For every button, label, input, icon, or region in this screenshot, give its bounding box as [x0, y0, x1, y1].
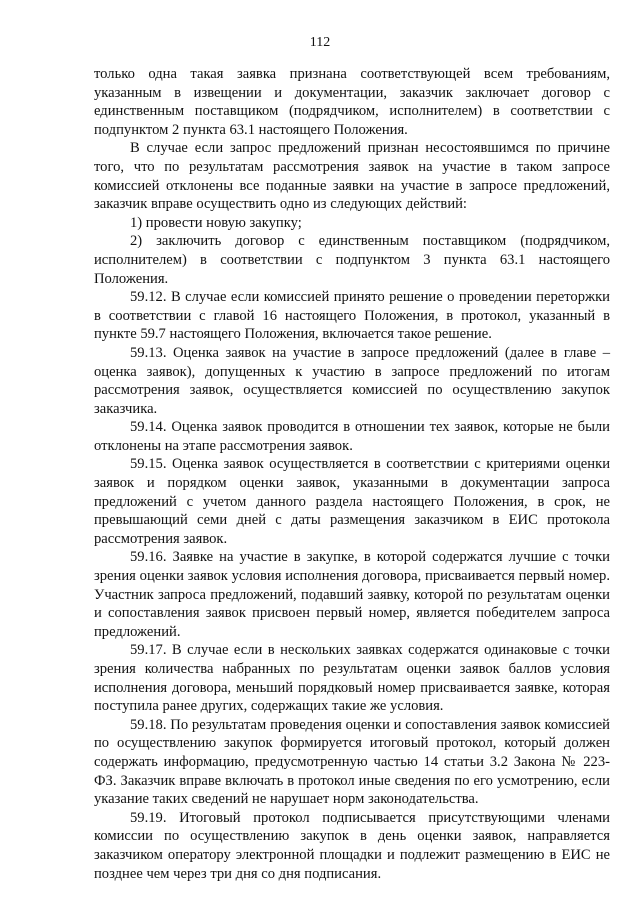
paragraph: В случае если запрос предложений признан несостоявшимся по причине того, что по результатам рассмотрения заявок на участие в таком запросе комиссией отклонены все поданные заявки на участие в запросе предложений, заказчик вправе осуществить одно из следующих действий: [94, 140, 610, 213]
paragraph: 1) провести новую закупку; [130, 214, 302, 231]
paragraph: 59.14. Оценка заявок проводится в отношении тех заявок, которые не были отклонены на этапе рассмотрения заявок. [94, 419, 610, 454]
paragraph: только одна такая заявка признана соответствующей всем требованиям, указанным в извещении и документации, заказчик заключает договор с единственным поставщиком (подрядчиком, исполнителем) в соответствии с подпунктом 2 пункта 63.1 настоящего Положения. [94, 66, 610, 138]
paragraph: 59.17. В случае если в нескольких заявках содержатся одинаковые с точки зрения количества набранных по результатам оценки заявок баллов условия исполнения договора, меньший порядковый номер присваивается заявке, которая поступила ранее других, содержащих такие же условия. [94, 642, 610, 715]
paragraph: 59.15. Оценка заявок осуществляется в соответствии с критериями оценки заявок и порядком оценки заявок, указанными в документации запроса предложений с учетом данного раздела настоящего Положения, в срок, не превышающий семи дней с даты размещения заказчиком в ЕИС протокола рассмотрения заявок. [94, 456, 610, 547]
paragraph: 59.13. Оценка заявок на участие в запросе предложений (далее в главе – оценка заявок), допущенных к участию в запросе предложений по итогам рассмотрения заявок, осуществляется комиссией по осуществлению закупок заказчика. [94, 344, 610, 417]
paragraph: 2) заключить договор с единственным поставщиком (подрядчиком, исполнителем) в соответствии с подпунктом 3 пункта 63.1 настоящего Положения. [94, 233, 610, 287]
paragraph: 59.16. Заявке на участие в закупке, в которой содержатся лучшие с точки зрения оценки заявок условия исполнения договора, присваивается первый номер. Участник запроса предложений, подавший заявку, которой по результатам оценки и сопоставления заявок присвоен первый номер, является победителем запроса предложений. [94, 549, 610, 640]
paragraph: 59.18. По результатам проведения оценки и сопоставления заявок комиссией по осуществлению закупок формируется итоговый протокол, который должен содержать информацию, предусмотренную частью 14 статьи 3.2 Закона № 223-ФЗ. Заказчик вправе включать в протокол иные сведения по его усмотрению, если указание таких сведений не нарушает норм законодательства. [94, 716, 610, 808]
document-body [94, 65, 610, 883]
page-number: 112 [309, 35, 331, 50]
paragraph: 59.19. Итоговый протокол подписывается присутствующими членами комиссии по осуществлению закупок в день оценки заявок, направляется заказчиком оператору электронной площадки и подлежит размещению в ЕИС не позднее чем через три дня со дня подписания. [94, 809, 610, 882]
paragraph: 59.12. В случае если комиссией принято решение о проведении переторжки в соответствии с главой 16 настоящего Положения, в протокол, указанный в пункте 59.7 настоящего Положения, включается такое решение. [94, 289, 610, 343]
